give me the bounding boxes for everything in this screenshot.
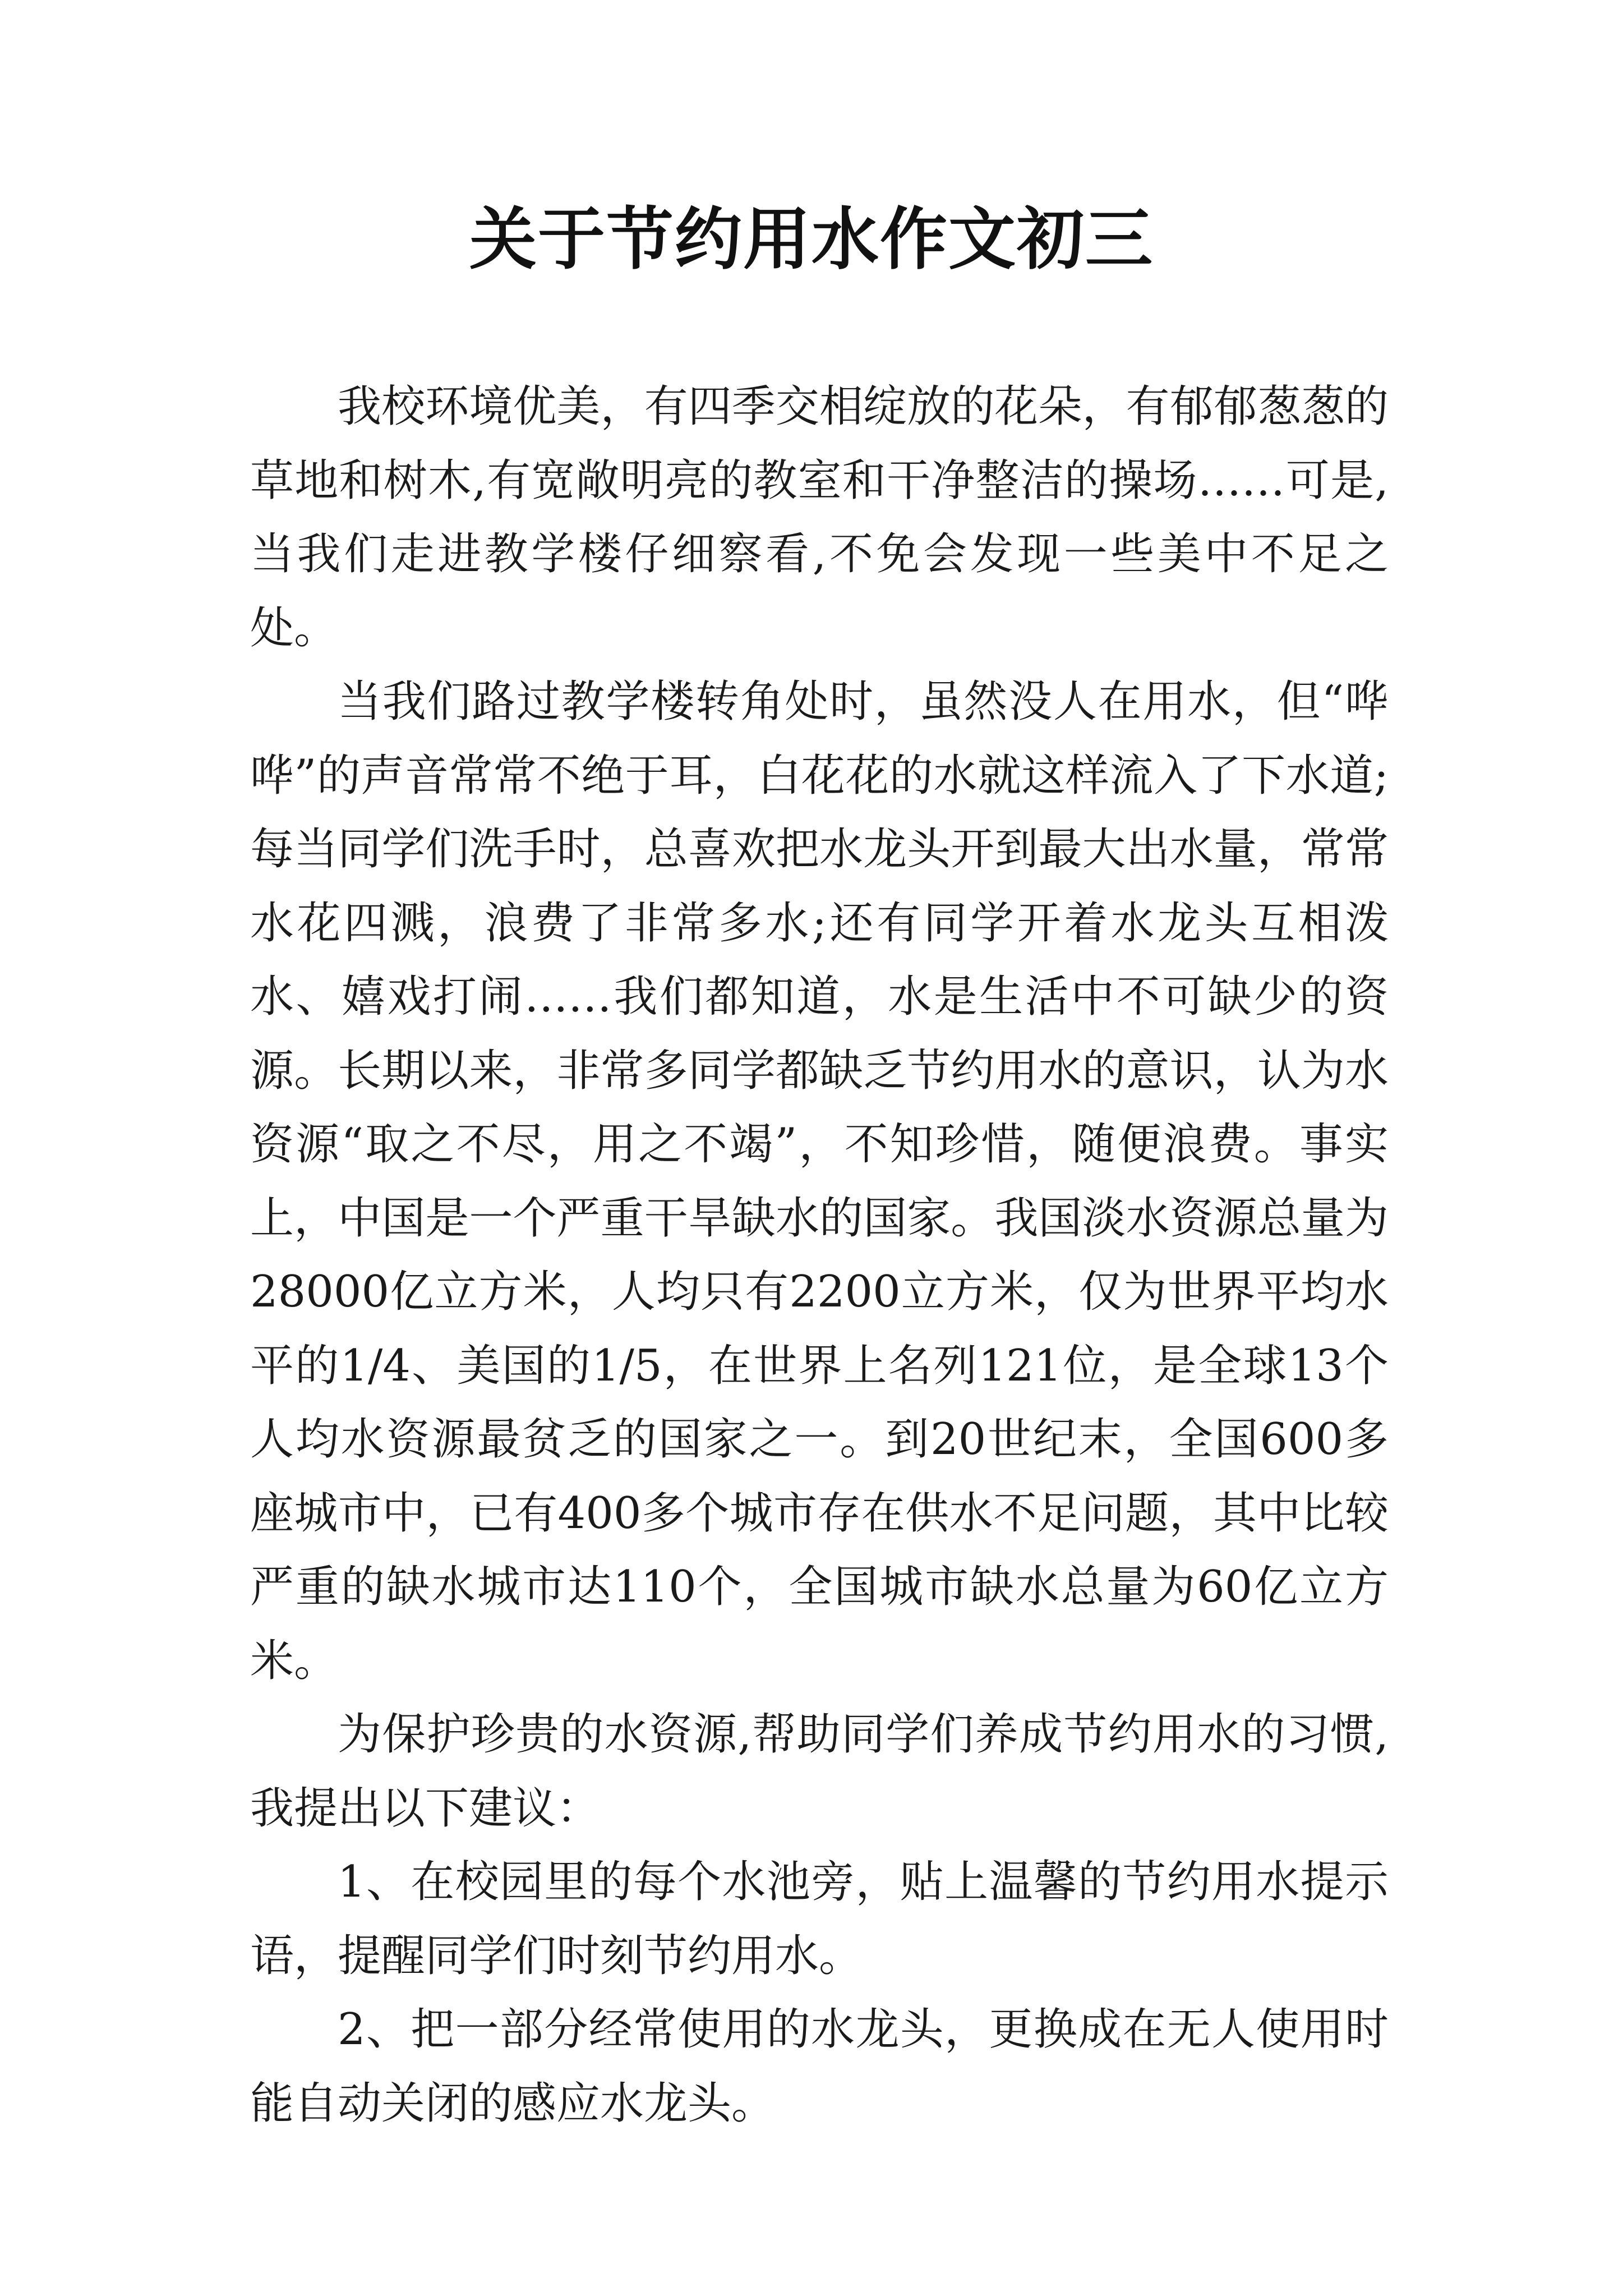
paragraph-1: 我校环境优美，有四季交相绽放的花朵，有郁郁葱葱的草地和树木,有宽敞明亮的教室和干净整洁的操场……可是,当我们走进教学楼仔细察看,不免会发现一些美中不足之处。 <box>250 381 1389 654</box>
paragraph-3: 为保护珍贵的水资源,帮助同学们养成节约用水的习惯,我提出以下建议： <box>250 1709 1389 1834</box>
paragraph-2: 当我们路过教学楼转角处时，虽然没人在用水，但“哗哗”的声音常常不绝于耳，白花花的水就这样流入了下水道;每当同学们洗手时，总喜欢把水龙头开到最大出水量，常常水花四溅，浪费了非常多水;还有同学开着水龙头互相泼水、嬉戏打闹……我们都知道，水是生活中不可缺少的资源。长期以来，非常多同学都缺乏节约用水的意识，认为水资源“取之不尽，用之不竭”，不知珍惜，随便浪费。事实上，中国是一个严重干旱缺水的国家。我国淡水资源总量为28000亿立方米，人均只有2200立方米，仅为世界平均水平的1/4、美国的1/5，在世界上名列121位，是全球13个人均水资源最贫乏的国家之一。到20世纪末，全国600多座城市中，已有400多个城市存在供水不足问题，其中比较严重的缺水城市达110个，全国城市缺水总量为60亿立方米。 <box>250 677 1389 1686</box>
paragraph-5: 2、把一部分经常使用的水龙头，更换成在无人使用时能自动关闭的感应水龙头。 <box>250 2004 1389 2129</box>
document-title: 关于节约用水作文初三 <box>469 200 1154 279</box>
document-body <box>250 370 1389 2141</box>
paragraph-4: 1、在校园里的每个水池旁，贴上温馨的节约用水提示语，提醒同学们时刻节约用水。 <box>250 1857 1389 1981</box>
